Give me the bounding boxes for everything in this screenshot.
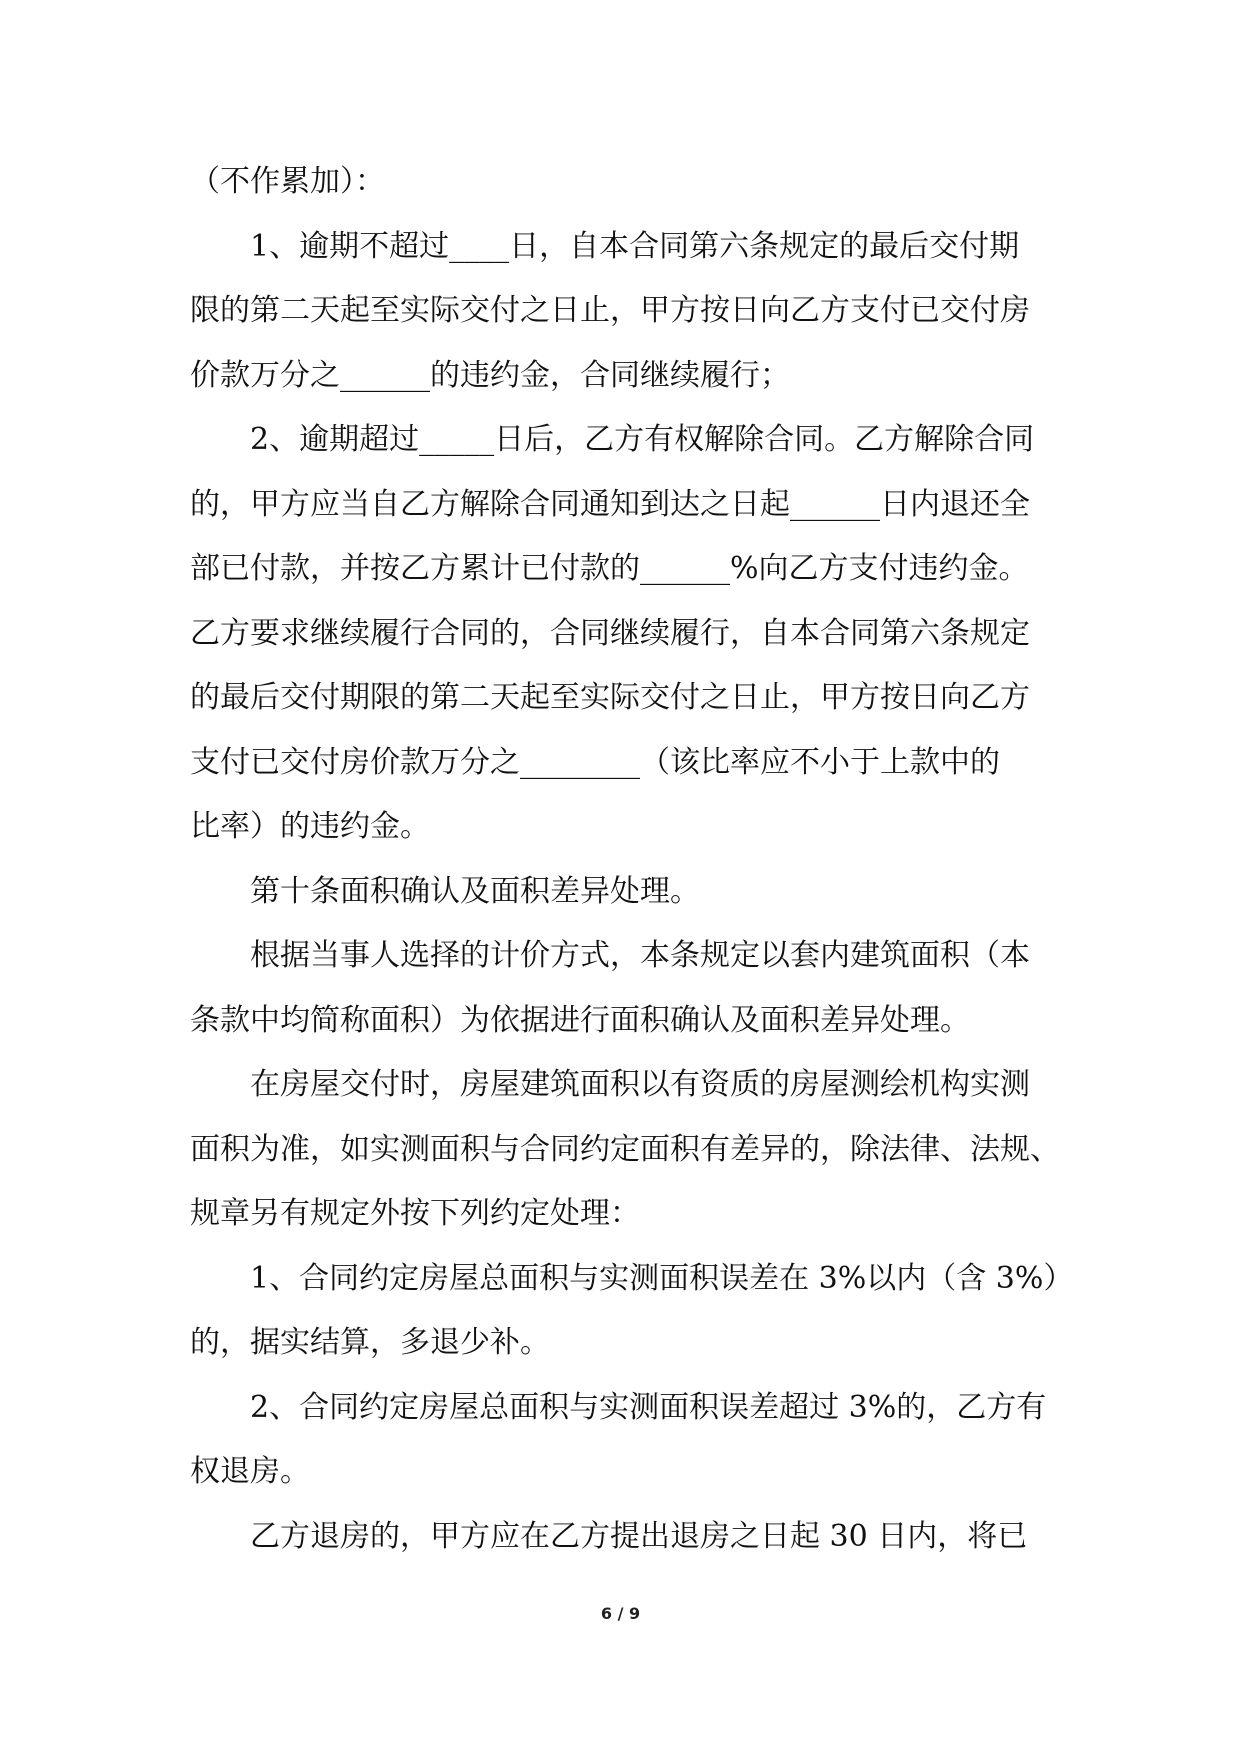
text-line: 价款万分之______的违约金，合同继续履行；	[190, 357, 790, 393]
text-line: 面积为准，如实测面积与合同约定面积有差异的，除法律、法规、	[190, 1131, 1060, 1167]
text-line: （不作累加）：	[190, 164, 385, 199]
text-line: 乙方退房的，甲方应在乙方提出退房之日起 30 日内，将已	[250, 1518, 1028, 1554]
text-line: 的最后交付期限的第二天起至实际交付之日止，甲方按日向乙方	[190, 680, 1030, 715]
text-line: 根据当事人选择的计价方式，本条规定以套内建筑面积（本	[250, 938, 1030, 973]
text-line: 2、逾期超过_____日后，乙方有权解除合同。乙方解除合同	[250, 422, 1035, 457]
text-line: 权退房。	[190, 1454, 310, 1489]
page-number: 6 / 9	[600, 1604, 641, 1623]
text-line: 2、合同约定房屋总面积与实测面积误差超过 3%的，乙方有	[250, 1389, 1047, 1425]
text-line: 的，据实结算，多退少补。	[190, 1325, 550, 1360]
text-line: 限的第二天起至实际交付之日止，甲方按日向乙方支付已交付房	[190, 293, 1030, 328]
text-line: 乙方要求继续履行合同的，合同继续履行，自本合同第六条规定	[190, 615, 1030, 651]
section-heading: 第十条面积确认及面积差异处理。	[250, 873, 700, 909]
text-line: 部已付款，并按乙方累计已付款的______%向乙方支付违约金。	[190, 551, 1029, 586]
text-line: 的，甲方应当自乙方解除合同通知到达之日起______日内退还全	[190, 486, 1030, 522]
text-line: 条款中均简称面积）为依据进行面积确认及面积差异处理。	[190, 1002, 970, 1038]
text-line: 1、合同约定房屋总面积与实测面积误差在 3%以内（含 3%）	[250, 1260, 1074, 1296]
text-line: 规章另有规定外按下列约定处理：	[190, 1196, 640, 1231]
text-line: 支付已交付房价款万分之________（该比率应不小于上款中的	[190, 744, 1000, 780]
document-body	[190, 150, 1074, 1569]
text-line: 1、逾期不超过____日，自本合同第六条规定的最后交付期	[250, 228, 1020, 264]
text-line: 在房屋交付时，房屋建筑面积以有资质的房屋测绘机构实测	[250, 1067, 1030, 1102]
text-line: 比率）的违约金。	[190, 809, 430, 844]
